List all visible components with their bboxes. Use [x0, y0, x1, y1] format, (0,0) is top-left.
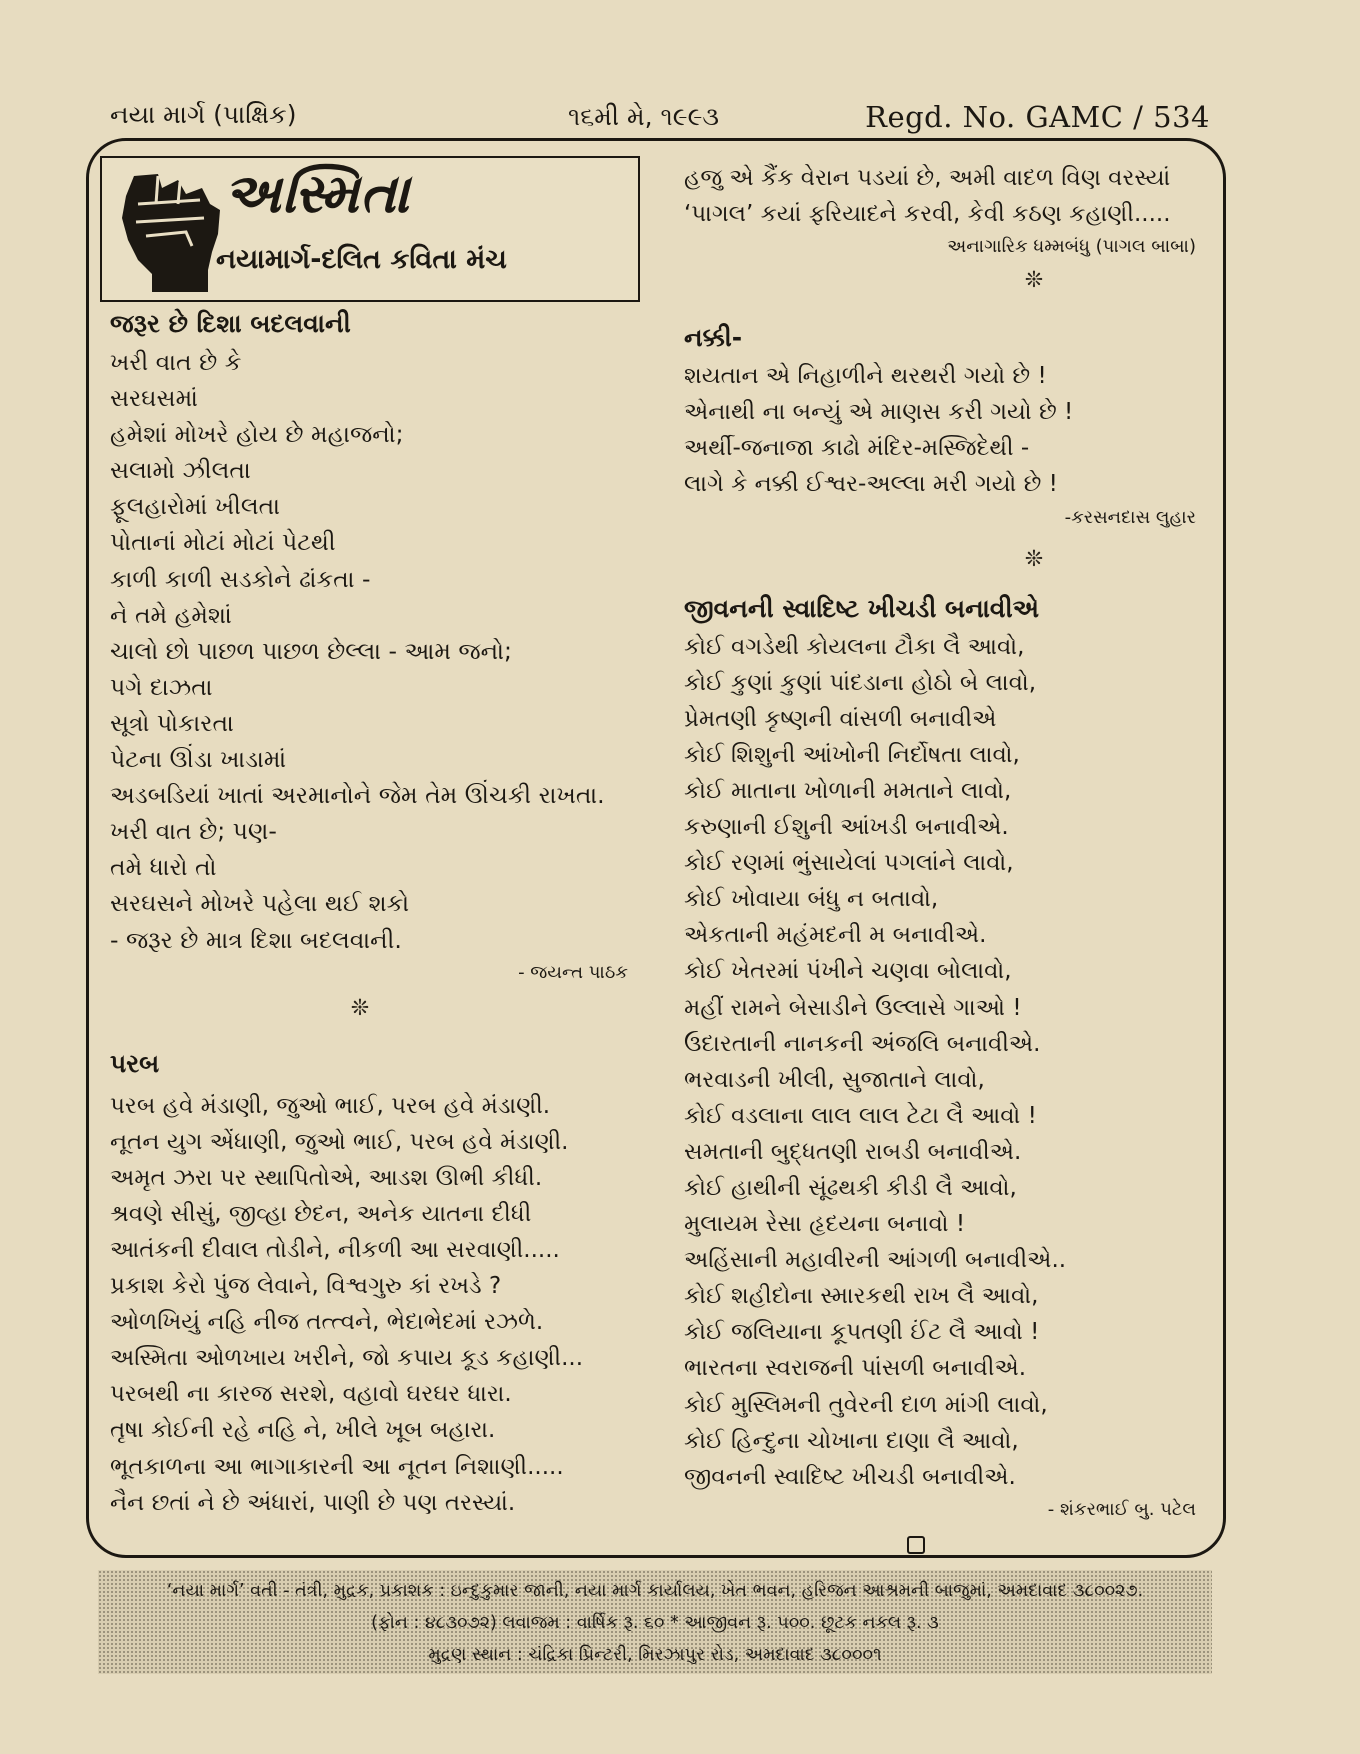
poem-line: પ્રકાશ કેરો પુંજ લેવાને, વિશ્વગુરુ કાં રખડે ? — [110, 1273, 502, 1300]
poem-author: અનાગારિક ધમ્મબંધુ (પાગલ બાબા) — [947, 236, 1196, 258]
poem-intro — [684, 160, 1204, 262]
poem-line: જીવનની સ્વાદિષ્ટ ખીચડી બનાવીએ. — [684, 1463, 1016, 1490]
poem-line: ઓળખિયું નહિ નીજ તત્ત્વને, ભેદાભેદમાં રઝળે. — [110, 1309, 544, 1336]
poem-line: એકતાની મહંમદની મ બનાવીએ. — [684, 922, 987, 949]
poem-line: સલામો ઝીલતા — [110, 456, 251, 485]
poem-lines — [684, 629, 1204, 1495]
poem-line: કોઈ શહીદોના સ્મારકથી રાખ લૈ આવો, — [684, 1283, 1039, 1310]
imprint-footer — [98, 1570, 1212, 1674]
poem-line: સમતાની બુદ્ધતણી રાબડી બનાવીએ. — [684, 1138, 1022, 1165]
poem-line: ભારતના સ્વરાજની પાંસળી બનાવીએ. — [684, 1355, 1027, 1382]
poem-line: કોઈ હાથીની સૂંઢથકી કીડી લૈ આવો, — [684, 1174, 1017, 1201]
poem-disha-badalvani — [110, 304, 630, 988]
poem-line: કોઈ શિશુની આંખોની નિર્દોષતા લાવો, — [684, 741, 1020, 768]
poem-author: -કરસનદાસ લુહાર — [1064, 506, 1196, 528]
poem-line: કોઈ હિન્દુના ચોખાના દાણા લૈ આવો, — [684, 1427, 1019, 1454]
poem-lines — [684, 358, 1204, 502]
poem-line: હમેશાં મોખરે હોય છે મહાજનો; — [110, 420, 404, 449]
poem-line: કોઈ માતાના ખોળાની મમતાને લાવો, — [684, 777, 1012, 804]
section-separator: ❊ — [1024, 268, 1044, 294]
poem-line: પ્રેમતણી કૃષ્ણની વાંસળી બનાવીએ — [684, 705, 997, 732]
poem-line: તૃષા કોઈની રહે નહિ ને, ખીલે ખૂબ બહારા. — [110, 1417, 496, 1444]
poem-line: કોઈ રણમાં ભુંસાયેલાં પગલાંને લાવો, — [684, 850, 1014, 877]
poem-line: અમૃત ઝરા પર સ્થાપિતોએ, આડશ ઊભી કીધી. — [110, 1164, 543, 1191]
poem-line: કોઈ કુણાં કુણાં પાંદડાના હોઠો બે લાવો, — [684, 669, 1037, 696]
raised-fist-icon — [116, 170, 226, 294]
imprint-line-printer: મુદ્રણ સ્થાન : ચંદ્રિકા પ્રિન્ટરી, મિરઝાપુર રોડ, અમદાવાદ ૩૮૦૦૦૧ — [428, 1645, 882, 1665]
poem-line: પગે દાઝતા — [110, 672, 213, 701]
poem-line: અડબડિયાં ખાતાં અરમાનોને જેમ તેમ ઊંચકી રાખતા. — [110, 781, 605, 810]
imprint-line-subscription: (ફોન : ૪૮૩૦૭૨) લવાજમ : વાર્ષિક રૂ. ૬૦ * આજીવન રૂ. ૫૦૦. છૂટક નકલ રૂ. ૩ — [371, 1613, 939, 1633]
poem-line: કાળી કાળી સડકોને ઢાંકતા - — [110, 564, 371, 593]
publication-name: નયા માર્ગ (પાક્ષિક) — [110, 100, 297, 129]
masthead-title: અસ્મિતા — [224, 162, 411, 225]
poem-line: પરબથી ના કારજ સરશે, વહાવો ઘરઘર ધારા. — [110, 1381, 512, 1408]
poem-line: શ્રવણે સીસું, જીવ્હા છેદન, અનેક યાતના દીધી — [110, 1200, 532, 1227]
poem-line: કોઈ વડલાના લાલ લાલ ટેટા લૈ આવો ! — [684, 1102, 1037, 1129]
poem-line: સૂત્રો પોકારતા — [110, 708, 234, 737]
poem-line: કોઈ ખોવાયા બંધુ ન બતાવો, — [684, 886, 939, 913]
poem-line: એનાથી ના બન્યું એ માણસ કરી ગયો છે ! — [684, 399, 1074, 426]
poem-line: ઉદારતાની નાનકની અંજલિ બનાવીએ. — [684, 1030, 1041, 1057]
masthead-subtitle: નયામાર્ગ-દલિત કવિતા મંચ — [216, 244, 507, 275]
poem-line: ખરી વાત છે કે — [110, 348, 242, 376]
poem-title: જરૂર છે દિશા બદલવાની — [110, 309, 351, 338]
poem-line: કોઈ મુસ્લિમની તુવેરની દાળ માંગી લાવો, — [684, 1391, 1048, 1418]
right-column — [684, 160, 1204, 1525]
poem-line: પરબ હવે મંડાણી, જુઓ ભાઈ, પરબ હવે મંડાણી. — [110, 1092, 551, 1119]
poem-line: સરઘસમાં — [110, 384, 198, 413]
poem-author: - શંકરભાઈ બુ. પટેલ — [1047, 1498, 1196, 1520]
poem-line: પોતાનાં મોટાં મોટાં પેટથી — [110, 528, 336, 557]
poem-line: મહીં રામને બેસાડીને ઉલ્લાસે ગાઓ ! — [684, 994, 1022, 1021]
poem-title: પરબ — [110, 1048, 160, 1078]
poem-line: અહિંસાની મહાવીરની આંગળી બનાવીએ.. — [684, 1247, 1067, 1274]
poem-line: હજુ એ કૈંક વેરાન પડયાં છે, અમી વાદળ વિણ વરસ્યાં — [684, 165, 1171, 191]
poem-line: કોઈ વગડેથી કોયલના ટૌકા લૈ આવો, — [684, 633, 1025, 660]
section-separator: ❊ — [1024, 546, 1044, 572]
poem-line: આતંકની દીવાલ તોડીને, નીકળી આ સરવાણી..... — [110, 1236, 560, 1263]
poem-parab — [110, 1044, 630, 1521]
end-mark-icon — [907, 1536, 925, 1554]
poem-line: ફૂલહારોમાં ખીલતા — [110, 492, 280, 521]
poem-line: ભરવાડની ખીલી, સુજાતાને લાવો, — [684, 1066, 985, 1093]
poem-lines — [110, 1088, 630, 1521]
poem-nakki — [684, 318, 1204, 532]
poem-line: ભૂતકાળના આ ભાગાકારની આ નૂતન નિશાણી..... — [110, 1453, 564, 1480]
poem-line: નૈન છતાં ને છે અંધારાં, પાણી છે પણ તરસ્યાં. — [110, 1489, 516, 1516]
poem-line: પેટના ઊંડા ખાડામાં — [110, 745, 287, 774]
poem-line: ચાલો છો પાછળ પાછળ છેલ્લા - આમ જનો; — [110, 636, 512, 665]
poem-line: - જરૂર છે માત્ર દિશા બદલવાની. — [110, 925, 402, 954]
issue-date: ૧૬મી મે, ૧૯૯૩ — [568, 102, 720, 131]
poem-title: નક્કી- — [684, 323, 743, 353]
poem-line: નૂતન યુગ એંધાણી, જુઓ ભાઈ, પરબ હવે મંડાણી. — [110, 1128, 569, 1155]
poem-line: શયતાન એ નિહાળીને થરથરી ગયો છે ! — [684, 363, 1047, 390]
poem-author: - જયન્ત પાઠક — [518, 961, 628, 983]
poem-line: કોઈ જલિયાના કૂપતણી ઈંટ લૈ આવો ! — [684, 1319, 1040, 1346]
page-header — [110, 100, 1210, 140]
section-separator: ❊ — [350, 995, 370, 1021]
left-column — [110, 304, 630, 1521]
poem-line: અર્થી-જનાજા કાઢો મંદિર-મસ્જિદેથી - — [684, 435, 1030, 462]
poem-line: અસ્મિતા ઓળખાય ખરીને, જો કપાય કૂડ કહાણી... — [110, 1345, 584, 1372]
poem-line: તમે ધારો તો — [110, 853, 217, 882]
imprint-line-publisher: ‘નયા માર્ગ’ વતી - તંત્રી, મુદ્રક, પ્રકાશક : ઇન્દુકુમાર જાની, નયા માર્ગ કાર્યાલય, ખેત ભવન, હરિજન આશ્રમની બાજુમાં, અમદાવાદ ૩૮૦૦૨૭. — [166, 1581, 1144, 1601]
poem-khichdi — [684, 589, 1204, 1525]
poem-title: જીવનની સ્વાદિષ્ટ ખીચડી બનાવીએ — [684, 593, 1039, 623]
poem-line: લાગે કે નક્કી ઈશ્વર-અલ્લા મરી ગયો છે ! — [684, 471, 1058, 498]
poem-line: કોઈ ખેતરમાં પંખીને ચણવા બોલાવો, — [684, 958, 1012, 985]
poem-line: કરુણાની ઈશુની આંખડી બનાવીએ. — [684, 814, 1009, 841]
poem-line: ખરી વાત છે; પણ- — [110, 817, 277, 846]
poem-lines — [110, 344, 630, 958]
poem-line: ‘પાગલ’ કયાં ફરિયાદને કરવી, કેવી કઠણ કહાણી..... — [684, 201, 1171, 228]
registration-number: Regd. No. GAMC / 534 — [865, 100, 1210, 134]
poem-line: ને તમે હમેશાં — [110, 600, 232, 629]
poem-line: સરઘસને મોખરે પહેલા થઈ શકો — [110, 889, 410, 918]
poem-line: મુલાયમ રેસા હૃદયના બનાવો ! — [684, 1211, 966, 1238]
masthead-logo — [100, 156, 640, 302]
poem-lines — [684, 160, 1204, 232]
